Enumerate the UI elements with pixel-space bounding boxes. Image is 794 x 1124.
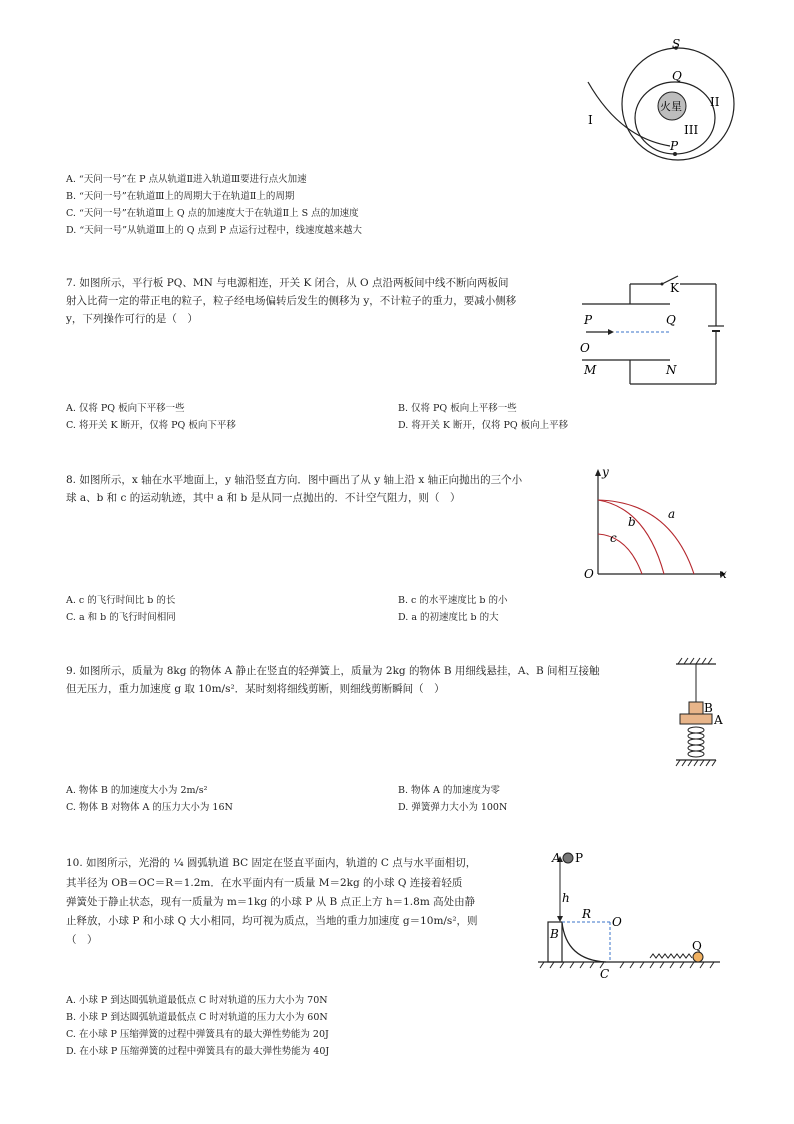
label-C: C — [600, 967, 610, 981]
q6-orbit-figure — [580, 38, 740, 162]
label-R: R — [582, 907, 592, 921]
q10-option-d[interactable]: D. 在小球 P 压缩弹簧的过程中弹簧具有的最大弹性势能为 40J — [66, 1046, 330, 1057]
q8-option-d[interactable]: D. a 的初速度比 b 的大 — [398, 612, 499, 623]
q8-stem-line2: 球 a、b 和 c 的运动轨迹，其中 a 和 b 是从同一点抛出的．不计空气阻力，则（ ） — [66, 492, 461, 504]
label-Q: Q — [666, 313, 676, 327]
q8-option-c[interactable]: C. a 和 b 的飞行时间相同 — [66, 612, 176, 623]
label-y: y — [602, 465, 609, 479]
q9-option-d[interactable]: D. 弹簧弹力大小为 100N — [398, 802, 508, 813]
q7-stem-line3: y，下列操作可行的是（ ） — [66, 313, 198, 325]
label-K: K — [670, 281, 679, 295]
label-A: A — [552, 851, 561, 865]
label-b: b — [628, 515, 636, 529]
q7-stem-line2: 射入比荷一定的带正电的粒子，粒子经电场偏转后发生的侧移为 y，不计粒子的重力，要减小侧移 — [66, 295, 517, 307]
label-B: B — [550, 927, 559, 941]
q7-option-c[interactable]: C. 将开关 K 断开，仅将 PQ 板向下平移 — [66, 420, 236, 431]
q6-option-b[interactable]: B. “天问一号”在轨道Ⅲ上的周期大于在轨道Ⅱ上的周期 — [66, 191, 295, 202]
q6-option-d[interactable]: D. “天问一号”从轨道Ⅲ上的 Q 点到 P 点运行过程中，线速度越来越大 — [66, 225, 362, 236]
q7-option-a[interactable]: A. 仅将 PQ 板向下平移一些 — [66, 403, 185, 414]
label-Q: Q — [672, 69, 682, 83]
q10-option-b[interactable]: B. 小球 P 到达圆弧轨道最低点 C 时对轨道的压力大小为 60N — [66, 1012, 328, 1023]
q9-stem-line1: 9. 如图所示，质量为 8kg 的物体 A 静止在竖直的轻弹簧上，质量为 2kg 的物体 B 用细线悬挂，A、B 间相互接触 — [66, 665, 600, 677]
q7-circuit-figure — [578, 266, 728, 390]
q9-option-b[interactable]: B. 物体 A 的加速度为零 — [398, 785, 500, 796]
q10-stem-line2: 其半径为 OB＝OC＝R＝1.2m．在水平面内有一质量 M＝2kg 的小球 Q 连接着轻质 — [66, 877, 463, 889]
label-P: P — [584, 313, 593, 327]
q10-track-figure — [534, 846, 730, 982]
q9-stem-line2: 但无压力，重力加速度 g 取 10m/s²．某时刻将细线剪断，则细线剪断瞬间（ ） — [66, 683, 445, 695]
q10-stem-line3: 弹簧处于静止状态，现有一质量为 m＝1kg 的小球 P 从 B 点正上方 h＝1.8m 高处由静 — [66, 896, 476, 908]
label-P: P — [575, 851, 584, 865]
label-Q: Q — [692, 939, 702, 953]
q10-stem-line1: 10. 如图所示，光滑的 ¼ 圆弧轨道 BC 固定在竖直平面内，轨道的 C 点与水平面相切， — [66, 857, 477, 869]
q6-option-c[interactable]: C. “天问一号”在轨道Ⅲ上 Q 点的加速度大于在轨道Ⅱ上 S 点的加速度 — [66, 208, 359, 219]
label-orbit-2: II — [710, 95, 720, 109]
q9-option-c[interactable]: C. 物体 B 对物体 A 的压力大小为 16N — [66, 802, 233, 813]
label-x: x — [720, 567, 727, 581]
q8-option-a[interactable]: A. c 的飞行时间比 b 的长 — [66, 595, 176, 606]
q10-stem-line5: （ ） — [66, 934, 98, 946]
label-S: S — [672, 38, 681, 51]
label-O: O — [612, 915, 622, 929]
label-mars: 火星 — [660, 100, 682, 113]
q7-option-d[interactable]: D. 将开关 K 断开，仅将 PQ 板向上平移 — [398, 420, 569, 431]
label-c: c — [610, 531, 617, 545]
q7-option-b[interactable]: B. 仅将 PQ 板向上平移一些 — [398, 403, 517, 414]
label-P: P — [670, 139, 679, 153]
label-O: O — [584, 567, 594, 581]
label-orbit-3: III — [684, 123, 699, 137]
label-B: B — [704, 701, 713, 715]
label-a: a — [668, 507, 676, 521]
q8-trajectory-figure — [580, 464, 730, 586]
q9-option-a[interactable]: A. 物体 B 的加速度大小为 2m/s² — [66, 785, 208, 796]
q6-option-a[interactable]: A. “天问一号”在 P 点从轨道Ⅱ进入轨道Ⅲ要进行点火加速 — [66, 174, 307, 185]
label-O: O — [580, 341, 590, 355]
q10-option-a[interactable]: A. 小球 P 到达圆弧轨道最低点 C 时对轨道的压力大小为 70N — [66, 995, 328, 1006]
q10-option-c[interactable]: C. 在小球 P 压缩弹簧的过程中弹簧具有的最大弹性势能为 20J — [66, 1029, 329, 1040]
q9-spring-figure — [670, 656, 734, 772]
label-orbit-1: I — [588, 113, 593, 127]
q10-stem-line4: 止释放，小球 P 和小球 Q 大小相同，均可视为质点，当地的重力加速度 g＝10m/s²，则 — [66, 915, 478, 927]
label-h: h — [562, 891, 570, 905]
q8-stem-line1: 8. 如图所示，x 轴在水平地面上，y 轴沿竖直方向．图中画出了从 y 轴上沿 x 轴正向抛出的三个小 — [66, 474, 523, 486]
label-M: M — [584, 363, 597, 377]
q8-option-b[interactable]: B. c 的水平速度比 b 的小 — [398, 595, 508, 606]
label-A: A — [714, 713, 723, 727]
label-N: N — [666, 363, 677, 377]
q7-stem-line1: 7. 如图所示，平行板 PQ、MN 与电源相连，开关 K 闭合，从 O 点沿两板间中线不断向两板间 — [66, 277, 509, 289]
